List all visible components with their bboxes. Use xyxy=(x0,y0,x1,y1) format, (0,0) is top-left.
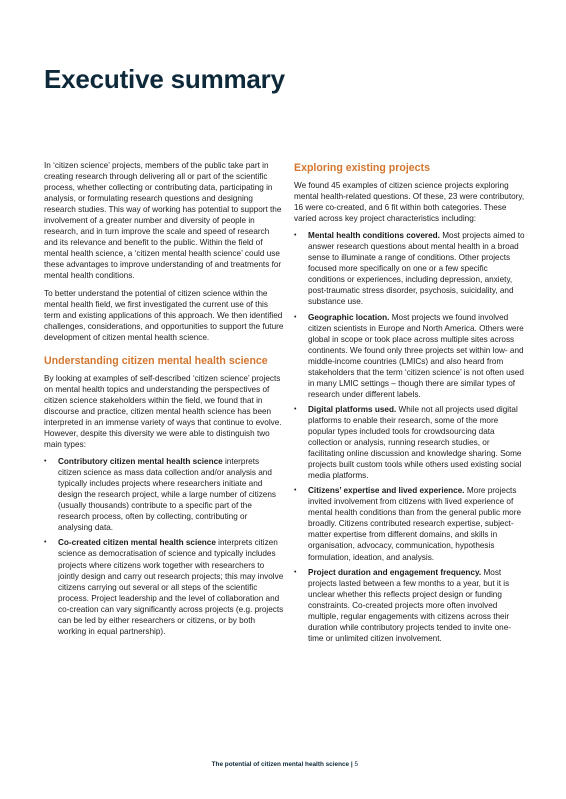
list-item xyxy=(294,485,526,562)
list-item xyxy=(294,567,526,644)
list-item xyxy=(44,537,284,636)
list-item-text: More projects invited involvement from citizens with lived experience of mental health conditions than from the general public more broadly. Citizens contributed research expertise, subject-matter expertise from different domains, and skills in organisation, advocacy, communication, hypothesis formulation, ideation, and analysis. xyxy=(308,486,521,562)
section-heading-understanding: Understanding citizen mental health science xyxy=(44,354,268,367)
list-item-bold: Digital platforms used. xyxy=(308,404,397,414)
types-list xyxy=(44,456,284,637)
list-item-text: Most projects aimed to answer research questions about mental health in a broad sense to illuminate a range of conditions. Other projects focused more specifically on one or a few specific conditions or experiences, including depression, anxiety, post-traumatic stress disorder, psychosis, suicidality, and substance use. xyxy=(308,231,525,307)
list-item-bold: Citizens’ expertise and lived experience. xyxy=(308,486,465,496)
left-column xyxy=(44,160,284,641)
list-item-bold: Co-created citizen mental health science xyxy=(58,538,216,548)
list-item-bold: Mental health conditions covered. xyxy=(308,231,440,241)
list-item-bold: Contributory citizen mental health science xyxy=(58,457,223,467)
section-heading-exploring: Exploring existing projects xyxy=(294,162,430,174)
page-number: 5 xyxy=(354,761,358,768)
understanding-paragraph: By looking at examples of self-described ‘citizen science’ projects on mental health topics and understanding the perspectives of citizen science stakeholders within the field, we found that in discourse and practice, citizen mental health science has been interpreted in an immense variety of ways that continue to evolve. However, despite this diversity we were able to distinguish two main types: xyxy=(44,373,282,450)
footer-title: The potential of citizen mental health science | xyxy=(211,761,353,768)
intro-paragraph-2: To better understand the potential of citizen science within the mental health field, we first investigated the current use of this term and existing applications of this approach. We then identified challenges, considerations, and opportunities to support the future development of citizen mental health science. xyxy=(44,288,284,342)
list-item xyxy=(294,404,526,481)
characteristics-list xyxy=(294,230,526,644)
list-item xyxy=(44,456,284,533)
list-item-text: interprets citizen science as democratisation of science and typically includes projects where citizens work together with researchers to jointly design and carry out research projects; this may involve citizens carrying out several or all steps of the scientific process. Project leadership and the level of collaboration and co-creation can vary significantly across projects (e.g. projects can be led by either researchers or citizens, or by both working in equal partnership). xyxy=(58,538,284,636)
right-column xyxy=(294,162,526,648)
exploring-paragraph: We found 45 examples of citizen science projects exploring mental health-related questions. Of these, 23 were contributory, 16 were co-created, and 6 fit within both categories. These varied across key project characteristics including: xyxy=(294,181,525,224)
page-footer xyxy=(44,761,358,768)
list-item-bold: Project duration and engagement frequency. xyxy=(308,567,482,577)
intro-paragraph-1: In ‘citizen science’ projects, members of the public take part in creating research through delivering all or part of the scientific process, whether collecting or contributing data, participating in analysis, or formulating research questions and designing research studies. This way of working has potential to support the involvement of a greater number and diversity of people in research, and in turn improve the scale and speed of research and its relevance and benefit to the public. Within the field of mental health science, a ‘citizen mental health science’ could use these advantages to improve understanding of and treatments for mental health conditions. xyxy=(44,161,282,281)
list-item-bold: Geographic location. xyxy=(308,312,390,322)
list-item-text: interprets citizen science as mass data collection and/or analysis and typically includes projects where researchers initiate and design the research project, while a large number of citizens (usually thousands) contribute to a specific part of the research process, often by collecting, contributing or analysing data. xyxy=(58,457,276,533)
list-item xyxy=(294,230,526,307)
page-title: Executive summary xyxy=(44,64,285,94)
list-item-text: Most projects lasted between a few months to a year, but it is unclear whether this reflects project design or funding constraints. Co-created projects more often involved multiple, regular engagements with citizens across their duration while contributory projects tended to invite one-time or unlimited citizen involvement. xyxy=(308,567,511,643)
list-item-text: While not all projects used digital platforms to enable their research, some of the more popular types included tools for crowdsourcing data collection or analysis, running research studies, or facilitating online discussion and knowledge sharing. Some projects built custom tools while others used existing social media platforms. xyxy=(308,404,522,481)
list-item-text: Most projects we found involved citizen scientists in Europe and North America. Others were global in scope or took place across multiple sites across continents. We found only three projects set within low- and middle-income countries (LMICs) and also heard from stakeholders that the term ‘citizen science’ is not often used in many LMIC settings – though there are similar types of research under different labels. xyxy=(308,312,524,399)
list-item xyxy=(294,312,526,400)
